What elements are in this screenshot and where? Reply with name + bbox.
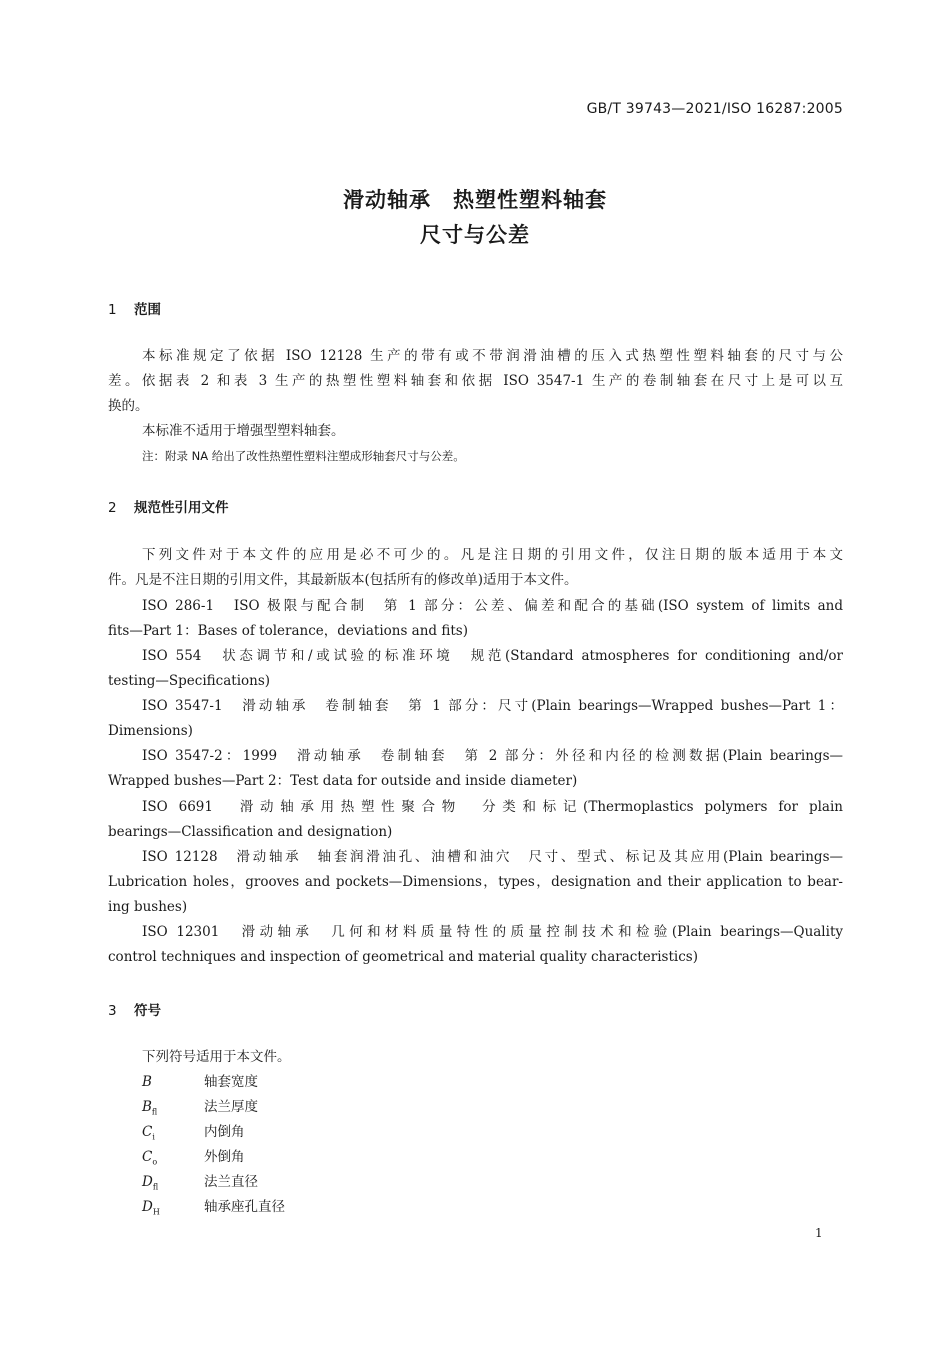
symbol-description: 轴套宽度: [204, 1074, 258, 1090]
reference-line: testing—Specifications): [108, 673, 271, 689]
symbol-description: 法兰直径: [204, 1174, 258, 1190]
section-heading-references: [108, 496, 229, 516]
symbol-row: [142, 1123, 245, 1147]
section-number: 1: [108, 302, 117, 318]
symbol-description: 外倒角: [204, 1149, 245, 1165]
symbol-description: 轴承座孔直径: [204, 1199, 285, 1215]
paragraph-line: 差。依据表 2 和表 3 生产的热塑性塑料轴套和依据 ISO 3547-1 生产的卷制轴套在尺寸上是可以互: [108, 373, 843, 389]
symbol: $C_o$: [142, 1149, 158, 1167]
note: 注：附录 NA 给出了改性热塑性塑料注塑成形轴套尺寸与公差。: [142, 449, 465, 463]
standard-number: GB/T 39743—2021/ISO 16287:2005: [586, 101, 843, 117]
reference-line: fits—Part 1：Bases of tolerance，deviations and fits): [108, 623, 468, 639]
section-title: 符号: [134, 1003, 161, 1019]
paragraph-line: 件。凡是不注日期的引用文件，其最新版本(包括所有的修改单)适用于本文件。: [108, 572, 578, 588]
doc-title-line2: 尺寸与公差: [420, 223, 530, 247]
section-heading-symbols: [108, 999, 161, 1019]
section-number: 3: [108, 1003, 117, 1019]
reference-line: ing bushes): [108, 899, 188, 915]
symbol-description: 法兰厚度: [204, 1099, 258, 1115]
reference-line: ISO 286-1 ISO 极限与配合制 第 1 部分：公差、偏差和配合的基础(ISO system of limits and: [142, 598, 843, 614]
reference-line: Wrapped bushes—Part 2：Test data for outside and inside diameter): [108, 773, 578, 789]
section-number: 2: [108, 500, 117, 516]
section-title: 规范性引用文件: [134, 500, 229, 516]
reference-line: ISO 12128 滑动轴承 轴套润滑油孔、油槽和油穴 尺寸、型式、标记及其应用(Plain bearings—: [142, 849, 843, 865]
reference-line: ISO 554 状态调节和/或试验的标准环境 规范(Standard atmospheres for conditioning and/or: [142, 648, 843, 664]
reference-line: Lubrication holes，grooves and pockets—Dimensions，types，designation and their application to bear-: [108, 874, 843, 890]
reference-line: Dimensions): [108, 723, 193, 739]
symbol: $C_i$: [142, 1124, 155, 1142]
paragraph-line: 下列文件对于本文件的应用是必不可少的。凡是注日期的引用文件，仅注日期的版本适用于本文: [142, 547, 843, 563]
paragraph-line: 本标准不适用于增强型塑料轴套。: [142, 423, 345, 439]
reference-line: bearings—Classification and designation): [108, 824, 393, 840]
symbol: $D_{fl}$: [142, 1174, 159, 1192]
symbol: B: [142, 1074, 152, 1090]
doc-title-line1: 滑动轴承 热塑性塑料轴套: [343, 188, 607, 212]
symbol-description: 内倒角: [204, 1124, 245, 1140]
page-number: 1: [815, 1226, 823, 1240]
symbol: $D_H$: [142, 1199, 160, 1217]
section-title: 范围: [134, 302, 161, 318]
symbol-row: [142, 1098, 258, 1122]
reference-line: ISO 12301 滑动轴承 几何和材料质量特性的质量控制技术和检验(Plain bearings—Quality: [142, 924, 843, 940]
reference-line: control techniques and inspection of geometrical and material quality characteristics): [108, 949, 698, 965]
symbol: $B_{fl}$: [142, 1099, 158, 1117]
reference-line: ISO 6691 滑动轴承用热塑性聚合物 分类和标记(Thermoplastics polymers for plain: [142, 799, 843, 815]
paragraph-line: 本标准规定了依据 ISO 12128 生产的带有或不带润滑油槽的压入式热塑性塑料轴套的尺寸与公: [142, 348, 843, 364]
paragraph-line: 下列符号适用于本文件。: [142, 1049, 291, 1065]
reference-line: ISO 3547-1 滑动轴承 卷制轴套 第 1 部分：尺寸(Plain bearings—Wrapped bushes—Part 1：: [142, 698, 843, 714]
symbol-row: [142, 1073, 258, 1097]
reference-line: ISO 3547-2：1999 滑动轴承 卷制轴套 第 2 部分：外径和内径的检测数据(Plain bearings—: [142, 748, 843, 764]
symbol-row: [142, 1148, 245, 1172]
section-heading-scope: [108, 298, 161, 318]
symbol-row: [142, 1198, 285, 1222]
paragraph-line: 换的。: [108, 398, 149, 414]
symbol-row: [142, 1173, 258, 1197]
